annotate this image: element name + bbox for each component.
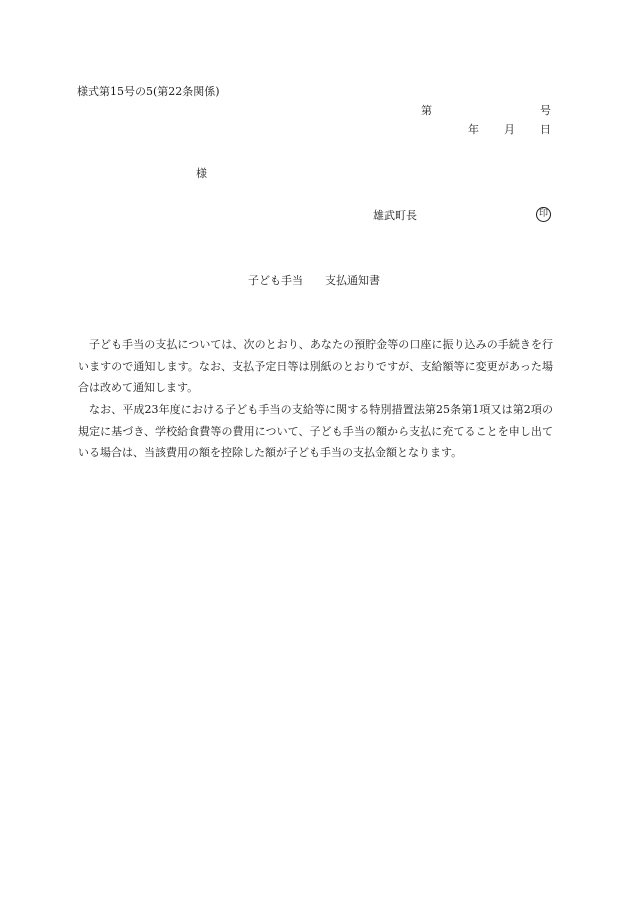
form-number: 様式第15号の5(第22条関係) — [77, 85, 220, 98]
title-part-1: 子ども手当 — [248, 274, 303, 287]
title-part-2: 支払通知書 — [325, 274, 380, 287]
date-day-label: 日 — [540, 123, 551, 136]
document-number-prefix: 第 — [421, 104, 432, 117]
date-month-label: 月 — [504, 123, 515, 136]
seal-mark: 印 — [536, 207, 551, 222]
body-paragraph-2: なお、平成23年度における子ども手当の支給等に関する特別措置法第25条第1項又は第2項の規定に基づき、学校給食費等の費用について、子ども手当の額から支払に充てることを申し出ている場合は、当該費用の額を控除した額が子ども手当の支払金額となります。 — [78, 403, 553, 459]
issuer-name: 雄武町長 — [373, 209, 417, 222]
date-year-label: 年 — [468, 123, 479, 136]
notice-title — [248, 274, 380, 288]
body-paragraph-1: 子ども手当の支払については、次のとおり、あなたの預貯金等の口座に振り込みの手続きを行いますので通知します。なお、支払予定日等は別紙のとおりですが、支給額等に変更があった場合は改めて通知します。 — [78, 338, 553, 394]
addressee-honorific: 様 — [196, 167, 207, 180]
document-number-suffix: 号 — [540, 104, 551, 117]
